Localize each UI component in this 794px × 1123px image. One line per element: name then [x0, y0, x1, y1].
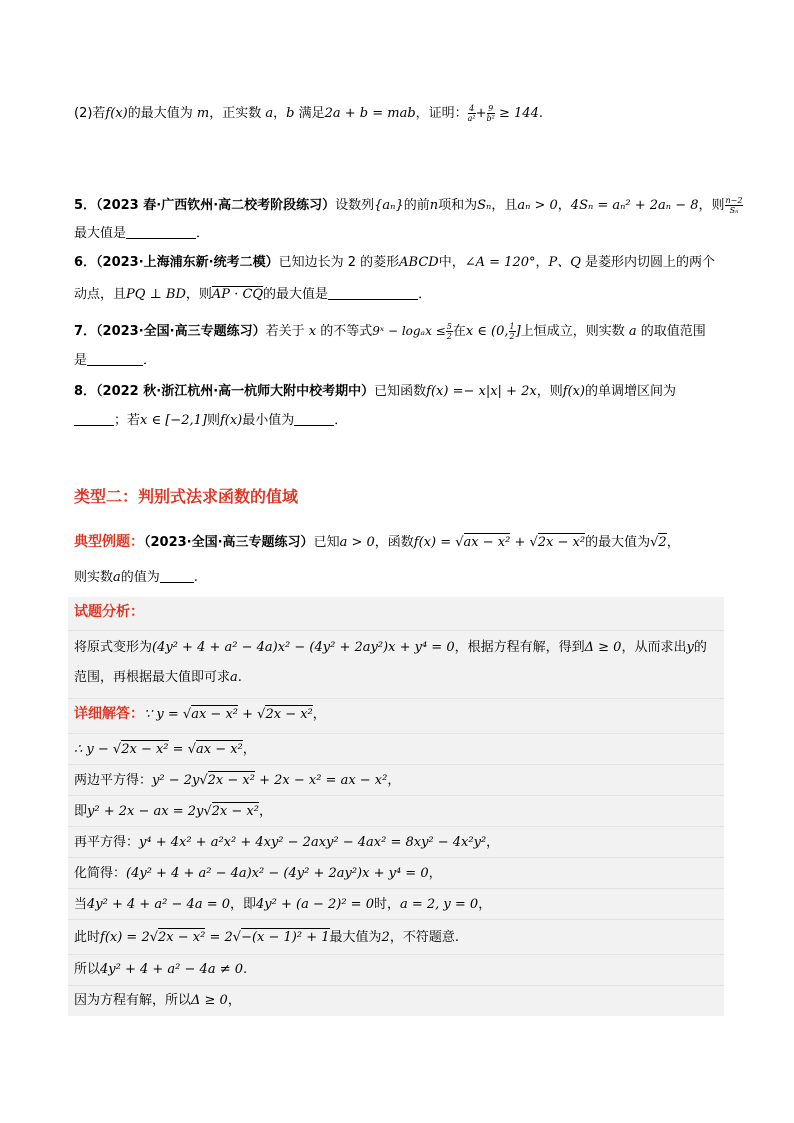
text: ， — [535, 255, 549, 270]
question-source: （2022 秋·浙江杭州·高一杭师大附中校考期中） — [96, 384, 375, 399]
text: 时， — [373, 897, 400, 912]
radicand: 2 — [658, 535, 667, 550]
fraction: $\frac{1}{2}$ — [509, 322, 515, 341]
fraction: $\frac{n-2}{\text{Sₙ}}$ — [725, 196, 743, 215]
text: ，正实数 — [209, 106, 266, 121]
text: 最大值为 — [329, 930, 382, 945]
text: 的前 — [403, 198, 430, 213]
math: ] — [515, 324, 521, 339]
text: 的最大值是 — [263, 287, 329, 302]
math: b — [286, 106, 295, 121]
text: 的取值范围 — [636, 324, 706, 339]
math: a > 0 — [339, 535, 375, 550]
math: 9ˣ − logₐx ≤ — [372, 324, 446, 338]
detail-line8: 此时f(x) = 2√2x − x² = 2√−(x − 1)² + 1最大值为2，不符题意. — [74, 930, 459, 945]
text: ，即 — [230, 897, 257, 912]
text: ， — [428, 866, 442, 881]
detail-line3: 两边平方得：y² − 2y√2x − x² + 2x − x² = ax − x²， — [74, 773, 401, 788]
text: ，则 — [185, 287, 212, 302]
math: f(x) = 2 — [100, 930, 150, 945]
divider — [68, 826, 724, 827]
math: Sₙ — [477, 198, 492, 213]
text: 再平方得： — [74, 835, 140, 850]
text: 化简得： — [74, 866, 127, 881]
detail-line5 — [74, 833, 499, 853]
math: y² + 2x − ax = 2y — [87, 804, 204, 819]
detail-line10 — [74, 991, 241, 1011]
text: 已知边长为 2 的菱形 — [278, 255, 400, 270]
math: ∴ y − — [74, 742, 113, 757]
math: a = 2, y = 0 — [399, 897, 479, 912]
analysis-line2 — [74, 668, 242, 688]
question-6 — [74, 253, 715, 273]
text: 的不等式 — [316, 324, 373, 339]
analysis-label — [74, 602, 144, 623]
question-number: 8． — [74, 384, 97, 399]
radicand: ax − x² — [195, 742, 243, 757]
text: 当 — [74, 897, 88, 912]
question-number: 7． — [74, 324, 97, 339]
text: 是 — [74, 353, 88, 368]
text: 的单调增区间为 — [585, 384, 677, 399]
question-source: （2023 春·广西钦州·高二校考阶段练习） — [96, 198, 336, 213]
text: 在 — [452, 324, 466, 339]
radicand: 2x − x² — [158, 930, 206, 945]
math: f(x) = — [413, 535, 452, 550]
math: = — [168, 742, 188, 757]
math: ∠A = 120° — [464, 255, 536, 270]
text: ， — [242, 742, 256, 757]
example-source: （2023·全国·高三专题练习） — [144, 535, 314, 550]
math: 4Sₙ = aₙ² + 2aₙ − 8 — [570, 198, 699, 213]
fraction: $\frac{9}{\text{b²}}$ — [486, 104, 495, 123]
text: ，根据方程有解，得到 — [454, 640, 585, 655]
math: aₙ > 0 — [517, 198, 558, 213]
text: 若关于 — [265, 324, 309, 339]
example-label: 典型例题： — [74, 534, 144, 550]
answer-blank[interactable] — [87, 351, 143, 366]
math: + — [238, 707, 258, 722]
text: ． — [334, 413, 348, 428]
math: m — [196, 106, 210, 121]
math: a — [628, 324, 637, 339]
math: x — [308, 324, 317, 339]
text: 所以 — [74, 962, 101, 977]
math: 4y² + 4 + a² − 4a = 0 — [87, 897, 230, 912]
text: . — [538, 106, 543, 121]
text: ，从而求出 — [621, 640, 687, 655]
question-5-line2 — [74, 224, 209, 244]
answer-blank[interactable] — [294, 411, 334, 426]
text: 将原式变形为 — [74, 640, 153, 655]
text: ， — [273, 106, 287, 121]
math: f(x) — [105, 106, 128, 121]
math: {aₙ} — [374, 198, 404, 213]
text: ， — [312, 707, 326, 722]
question-source: （2023·上海浦东新·统考二模） — [96, 255, 279, 270]
text: ， — [478, 897, 492, 912]
radicand: 2x − x² — [207, 773, 255, 788]
math: Δ ≥ 0 — [191, 993, 228, 1008]
question-source: （2023·全国·高三专题练习） — [96, 324, 266, 339]
math: PQ ⊥ BD — [126, 287, 186, 302]
fraction: $\frac{5}{2}$ — [446, 322, 452, 341]
text: . — [193, 570, 198, 585]
text: ；若 — [114, 413, 141, 428]
radicand: ax − x² — [463, 535, 511, 550]
text: ， — [666, 535, 680, 550]
label: 试题分析： — [74, 604, 144, 620]
detail-line9 — [74, 960, 247, 980]
divider — [68, 630, 724, 631]
text: 则实数 — [74, 570, 114, 585]
text: ， — [227, 993, 241, 1008]
math: (4y² + 4 + a² − 4a)x² − (4y² + 2ay²)x + y⁴ = 0 — [152, 640, 455, 655]
answer-blank[interactable] — [74, 411, 114, 426]
text: 的最大值为 — [127, 106, 197, 121]
text: ， — [258, 804, 272, 819]
math: f(x) =− x|x| + 2x — [426, 384, 537, 399]
divider — [68, 733, 724, 734]
example-line2 — [74, 568, 198, 588]
divider — [68, 919, 724, 920]
math: f(x) — [219, 413, 243, 428]
radicand: 2x − x² — [121, 742, 169, 757]
math: x ∈ [−2,1] — [140, 413, 207, 428]
text: (2)若 — [74, 106, 106, 121]
text: ， — [557, 198, 571, 213]
text: 已知 — [313, 535, 340, 550]
math: + 2x − x² = ax − x² — [254, 773, 388, 788]
math: f(x) — [562, 384, 585, 399]
math: P、Q — [548, 255, 581, 270]
text: 即 — [74, 804, 88, 819]
radicand: ax − x² — [191, 707, 238, 722]
math: ABCD — [399, 255, 439, 270]
math: + — [475, 106, 487, 121]
divider — [68, 857, 724, 858]
math: 2 — [381, 930, 390, 945]
text: 最大值是 — [74, 226, 127, 241]
math: a — [113, 570, 121, 585]
question-7 — [74, 321, 706, 342]
detail-line2: ∴ y − √2x − x² = √ax − x²， — [74, 742, 256, 757]
answer-blank[interactable] — [126, 224, 196, 239]
divider — [68, 888, 724, 889]
divider — [68, 698, 724, 699]
text: 的 — [693, 640, 707, 655]
text: 最小值为 — [242, 413, 295, 428]
question-8-line2 — [74, 411, 347, 431]
radicand: −(x − 1)² + 1 — [241, 930, 330, 945]
divider — [68, 795, 724, 796]
analysis-line1 — [74, 638, 707, 658]
text: ， — [387, 773, 401, 788]
math: (4y² + 4 + a² − 4a)x² − (4y² + 2ay²)x + y⁴ = 0 — [126, 866, 429, 881]
math: ≥ 144 — [494, 106, 539, 121]
text: 则 — [206, 413, 220, 428]
detail-line1: 详细解答：∵ y = √ax − x² + √2x − x²， — [74, 706, 326, 722]
math: x ∈ (0, — [465, 324, 509, 339]
text: ，则 — [698, 198, 725, 213]
question-8 — [74, 382, 676, 402]
part2-line — [74, 104, 543, 124]
math: Δ ≥ 0 — [584, 640, 622, 655]
text: ，则 — [536, 384, 563, 399]
text: 满足 — [294, 106, 325, 121]
text: 上恒成立，则实数 — [520, 324, 629, 339]
text: ， — [486, 835, 500, 850]
text: 因为方程有解，所以 — [74, 993, 192, 1008]
text: 中， — [438, 255, 465, 270]
question-number: 6． — [74, 255, 97, 270]
math: AP · CQ — [211, 287, 264, 302]
detail-line7 — [74, 895, 491, 915]
divider — [68, 985, 724, 986]
math: 2a + b = mab — [324, 106, 416, 121]
fraction: $\frac{4}{\text{a²}}$ — [467, 104, 476, 123]
radicand: 2x − x² — [211, 804, 259, 819]
label: 详细解答： — [74, 706, 144, 722]
question-5 — [74, 196, 743, 216]
text: . — [243, 962, 248, 977]
math: 4y² + 4 + a² − 4a ≠ 0 — [100, 962, 243, 977]
question-6-line2 — [74, 285, 431, 305]
text: ． — [143, 353, 157, 368]
text: ． — [196, 226, 210, 241]
math: ∵ y = — [144, 707, 183, 722]
text: 设数列 — [335, 198, 375, 213]
math: y — [686, 640, 694, 655]
math: + — [510, 535, 530, 550]
radicand: 2x − x² — [265, 707, 313, 722]
text: 已知函数 — [374, 384, 427, 399]
math: n — [429, 198, 439, 213]
example-line: 典型例题：（2023·全国·高三专题练习）已知a > 0，函数f(x) = √ax − x² + √2x − x²的最大值为√2， — [74, 534, 680, 550]
text: ，函数 — [374, 535, 414, 550]
divider — [68, 764, 724, 765]
math: = 2 — [205, 930, 233, 945]
text: 项和为 — [438, 198, 478, 213]
text: ，证明： — [415, 106, 468, 121]
math: a — [230, 670, 238, 685]
math: y⁴ + 4x² + a²x² + 4xy² − 2axy² − 4ax² = 8xy² − 4x²y² — [139, 835, 487, 850]
text: . — [237, 670, 242, 685]
answer-blank[interactable] — [328, 285, 418, 300]
detail-line6 — [74, 864, 442, 884]
question-number: 5． — [74, 198, 97, 213]
text: 动点，且 — [74, 287, 127, 302]
divider — [68, 954, 724, 955]
section-heading: 类型二：判别式法求函数的值域 — [74, 487, 299, 506]
text: ． — [418, 287, 432, 302]
detail-line4: 即y² + 2x − ax = 2y√2x − x²， — [74, 804, 272, 819]
text: 是菱形内切圆上的两个 — [580, 255, 716, 270]
text: ，不符题意. — [389, 930, 459, 945]
math: y² − 2y — [152, 773, 200, 788]
text: 两边平方得： — [74, 773, 153, 788]
answer-blank[interactable] — [160, 568, 194, 583]
question-7-line2 — [74, 351, 156, 371]
radicand: 2x − x² — [537, 535, 586, 550]
text: 此时 — [74, 930, 101, 945]
text: 的值为 — [120, 570, 160, 585]
math: 4y² + (a − 2)² = 0 — [256, 897, 374, 912]
math: a — [265, 106, 274, 121]
text: 范围，再根据最大值即可求 — [74, 670, 231, 685]
text: 的最大值为 — [585, 535, 651, 550]
text: ，且 — [491, 198, 518, 213]
